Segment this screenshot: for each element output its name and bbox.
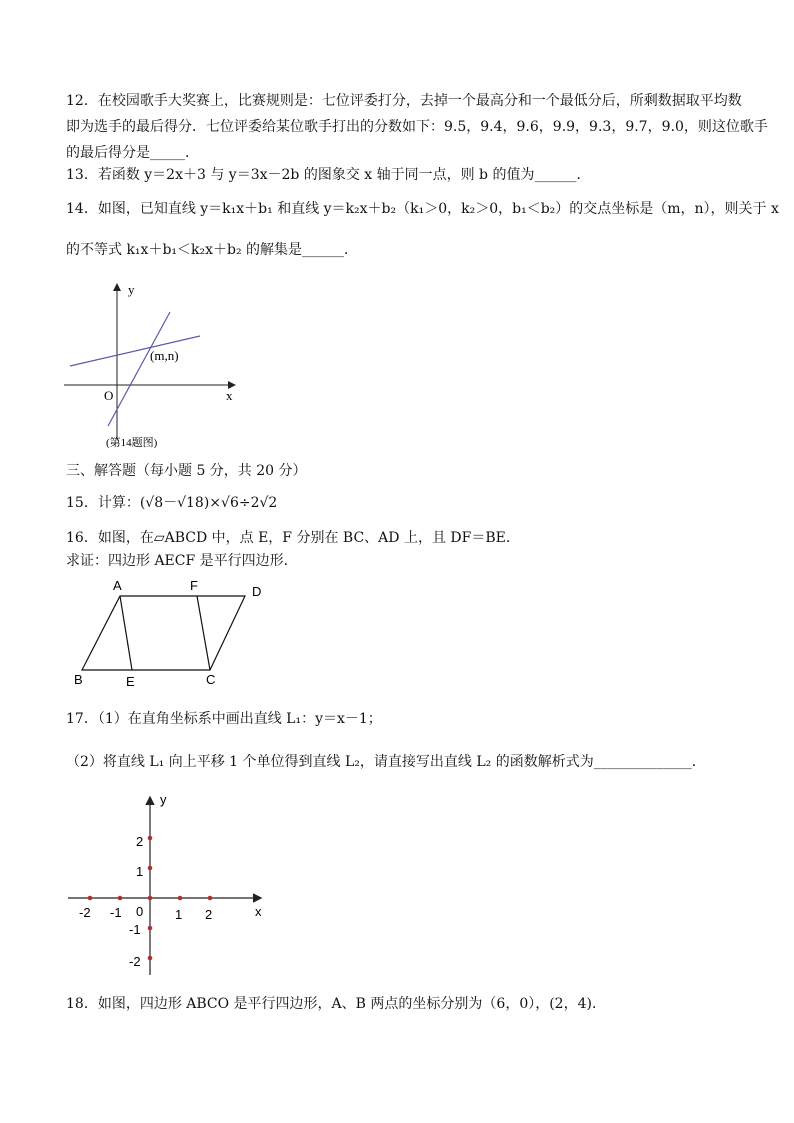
q17-x-label: x bbox=[255, 904, 262, 919]
q16-label-a: A bbox=[113, 578, 122, 593]
q17-x-tick-neg1: -1 bbox=[110, 905, 122, 920]
q14-line2: 的不等式 k₁x＋b₁＜k₂x＋b₂ 的解集是______． bbox=[66, 242, 359, 258]
q16-label-c: C bbox=[206, 672, 216, 687]
q14-line-flat bbox=[70, 336, 200, 366]
q12-line3: 的最后得分是_____． bbox=[66, 145, 199, 161]
q12-line1: 12．在校园歌手大奖赛上，比赛规则是：七位评委打分，去掉一个最高分和一个最低分后，所剩数据取平均数 bbox=[66, 93, 742, 109]
q17-dot-x-neg2 bbox=[88, 896, 93, 901]
q16-segment-ae bbox=[120, 596, 132, 670]
q14-x-label: x bbox=[226, 388, 233, 403]
q16-line2: 求证：四边形 AECF 是平行四边形． bbox=[66, 553, 298, 569]
q17-x-tick-1: 1 bbox=[175, 907, 183, 922]
q14-origin-label: O bbox=[104, 388, 114, 403]
q17-dot-y-neg2 bbox=[148, 956, 153, 961]
q16-label-e: E bbox=[126, 674, 135, 688]
q14-line1: 14．如图，已知直线 y＝k₁x＋b₁ 和直线 y＝k₂x＋b₂（k₁＞0，k₂＞0，b₁＜b₂）的交点坐标是（m，n），则关于 x bbox=[66, 201, 779, 217]
q16-line1: 16．如图，在▱ABCD 中，点 E，F 分别在 BC、AD 上，且 DF＝BE． bbox=[66, 530, 520, 546]
q16-label-f: F bbox=[190, 578, 198, 593]
q16-segment-fc bbox=[197, 596, 210, 670]
q14-figure bbox=[60, 280, 260, 455]
q18-text: 18．如图，四边形 ABCO 是平行四边形，A、B 两点的坐标分别为（6，0），(2，4)． bbox=[66, 996, 606, 1012]
q17-line1: 17．（1）在直角坐标系中画出直线 L₁：y＝x－1； bbox=[66, 711, 382, 727]
q17-dot-x-2 bbox=[208, 896, 213, 901]
q17-coordinate-grid bbox=[60, 790, 280, 980]
q17-y-tick-2: 2 bbox=[136, 834, 144, 849]
q17-y-tick-neg2: -2 bbox=[129, 954, 141, 969]
q16-label-d: D bbox=[252, 584, 262, 599]
q17-dot-y-1 bbox=[148, 866, 153, 871]
q17-y-tick-neg1: -1 bbox=[129, 922, 141, 937]
q17-line2: （2）将直线 L₁ 向上平移 1 个单位得到直线 L₂，请直接写出直线 L₂ 的函数解析式为______________． bbox=[66, 754, 706, 770]
q17-dot-y-2 bbox=[148, 836, 153, 841]
q14-caption: (第14题图) bbox=[106, 437, 158, 449]
q15-text: 15．计算：(√8－√18)×√6÷2√2 bbox=[66, 495, 278, 511]
q16-label-b: B bbox=[74, 672, 83, 687]
q14-y-label: y bbox=[128, 282, 135, 297]
q17-dot-origin bbox=[148, 896, 153, 901]
q17-dot-x-1 bbox=[178, 896, 183, 901]
q17-y-tick-1: 1 bbox=[136, 864, 144, 879]
q17-y-label: y bbox=[160, 792, 167, 807]
q17-dot-x-neg1 bbox=[118, 896, 123, 901]
q17-x-tick-2: 2 bbox=[205, 907, 213, 922]
q16-parallelogram-figure bbox=[70, 576, 280, 688]
q16-parallelogram bbox=[82, 596, 245, 670]
section3-heading: 三、解答题（每小题 5 分，共 20 分） bbox=[66, 463, 307, 479]
q13-text: 13．若函数 y＝2x＋3 与 y＝3x－2b 的图象交 x 轴于同一点，则 b 的值为______． bbox=[66, 167, 591, 183]
q14-point-label: (m,n) bbox=[150, 348, 179, 363]
q17-dot-y-neg1 bbox=[148, 926, 153, 931]
q17-x-tick-neg2: -2 bbox=[79, 905, 91, 920]
q17-origin-label: 0 bbox=[136, 904, 144, 919]
q12-line2: 即为选手的最后得分．七位评委给某位歌手打出的分数如下：9.5，9.4，9.6，9.9，9.3，9.7，9.0，则这位歌手 bbox=[66, 119, 768, 135]
